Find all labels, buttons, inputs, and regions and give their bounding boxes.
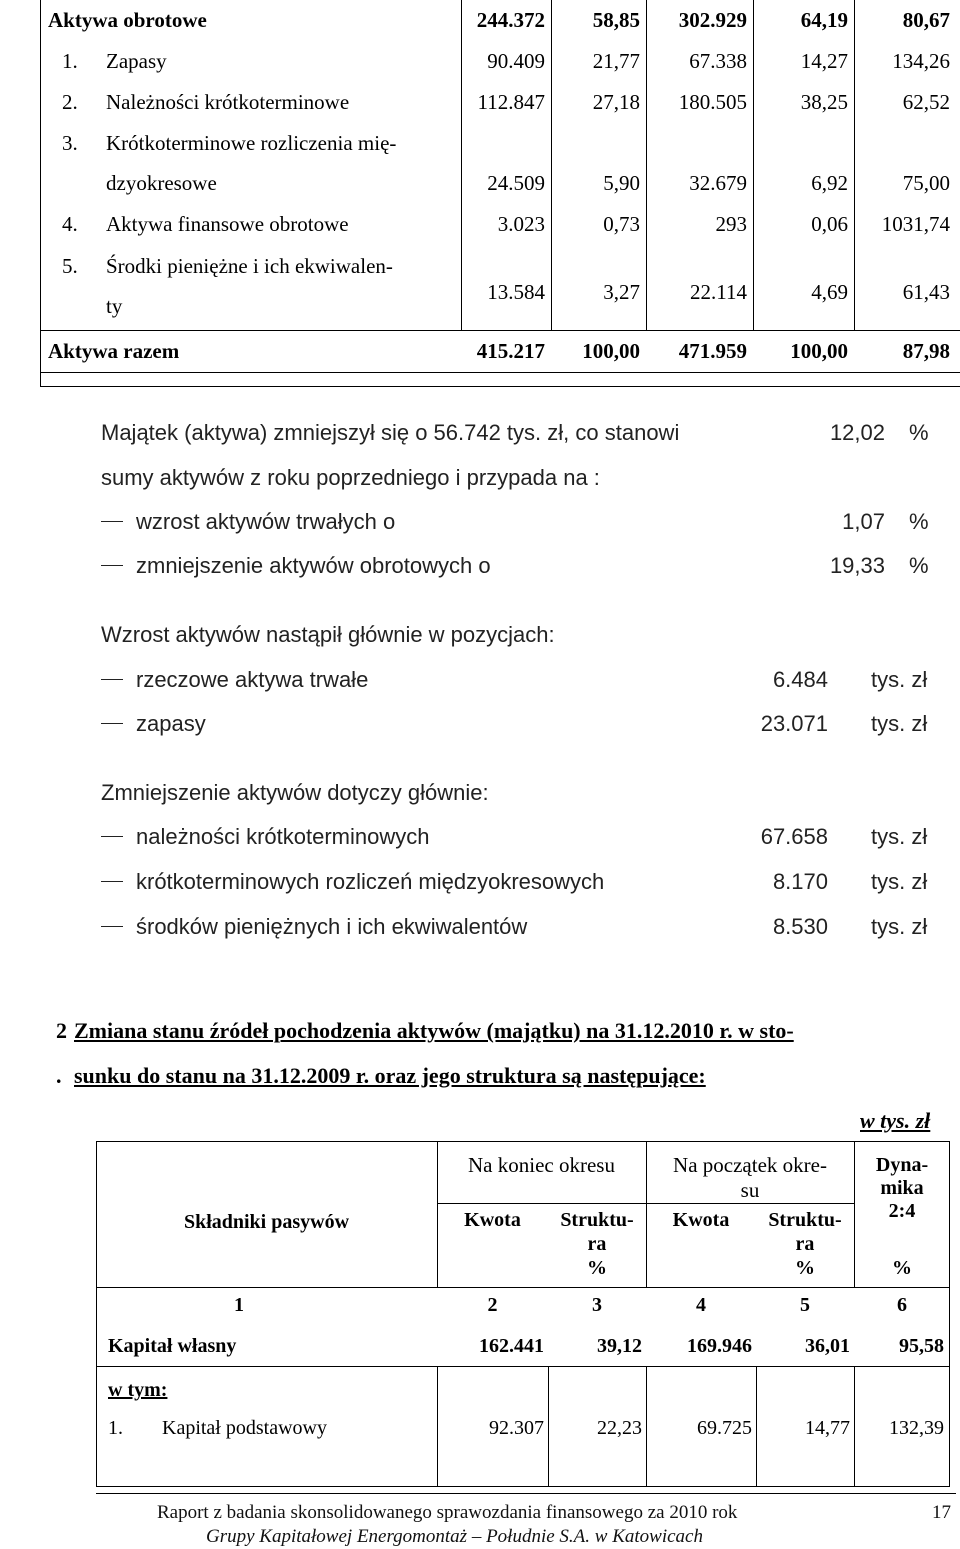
percent-sign: % — [909, 553, 929, 578]
col-number: 2 — [487, 1294, 498, 1316]
row-number: 4. — [62, 212, 78, 236]
decrease-value: 8.170 — [772, 869, 828, 894]
cell-value: 3,27 — [603, 280, 640, 304]
header-struct: Struktu- — [768, 1209, 842, 1231]
row-label: Środki pieniężne i ich ekwiwalen- — [106, 254, 393, 278]
decrease-item: krótkoterminowych rozliczeń międzyokresowych — [136, 869, 605, 894]
header-struct-cont: ra — [587, 1233, 607, 1255]
cell-value: 27,18 — [592, 90, 640, 114]
cell-value: 13.584 — [487, 280, 545, 304]
total-value: 415.217 — [476, 339, 545, 363]
header-struct-cont: ra — [795, 1233, 815, 1255]
cell-value: 92.307 — [489, 1417, 544, 1439]
cell-value: 14,27 — [800, 49, 848, 73]
section-title: Zmiana stanu źródeł pochodzenia aktywów (majątku) na 31.12.2010 r. w sto- — [74, 1018, 794, 1043]
row-label: Aktywa obrotowe — [48, 8, 207, 32]
unit-note: w tys. zł — [860, 1108, 931, 1133]
page-number: 17 — [932, 1502, 951, 1523]
unit: tys. zł — [871, 711, 928, 736]
total-value: 87,98 — [902, 339, 950, 363]
row-label-cont: ty — [106, 294, 123, 318]
cell-value: 5,90 — [603, 171, 640, 195]
cell-value: 134,26 — [892, 49, 950, 73]
header-dynamics-ratio: 2:4 — [888, 1200, 916, 1222]
cell-value: 180.505 — [678, 90, 747, 114]
header-pct: % — [795, 1257, 815, 1279]
cell-value: 39,12 — [597, 1335, 642, 1357]
col-number: 5 — [800, 1294, 810, 1316]
cell-value: 6,92 — [811, 171, 848, 195]
decrease-value: 67.658 — [760, 824, 828, 849]
growth-title: Wzrost aktywów nastąpił głównie w pozycjach: — [101, 622, 555, 647]
bullet-text: zmniejszenie aktywów obrotowych o — [136, 553, 491, 578]
cell-value: 14,77 — [805, 1417, 850, 1439]
cell-value: 32.679 — [689, 171, 747, 195]
cell-value: 24.509 — [487, 171, 545, 195]
bullet-dash — [101, 926, 123, 927]
cell-value: 4,69 — [811, 280, 848, 304]
growth-value: 23.071 — [760, 711, 828, 736]
growth-value: 6.484 — [772, 667, 828, 692]
total-value: 100,00 — [790, 339, 848, 363]
row-divider — [96, 1366, 950, 1367]
row-label: Krótkoterminowe rozliczenia mię- — [106, 131, 397, 155]
cell-value: 90.409 — [487, 49, 545, 73]
cell-value: 64,19 — [800, 8, 848, 32]
unit: tys. zł — [871, 824, 928, 849]
row-number: 1. — [62, 49, 78, 73]
header-start: Na początek okre- — [673, 1153, 827, 1177]
bullet-dash — [101, 679, 123, 680]
header-end: Na koniec okresu — [468, 1153, 615, 1177]
row-number: 1. — [108, 1417, 123, 1439]
cell-value: 69.725 — [697, 1417, 752, 1439]
header-dynamics-cont: mika — [880, 1177, 924, 1199]
bullet-text: wzrost aktywów trwałych o — [136, 509, 396, 534]
row-label: Należności krótkoterminowe — [106, 90, 350, 114]
growth-item: rzeczowe aktywa trwałe — [136, 667, 369, 692]
cell-value: 21,77 — [592, 49, 640, 73]
header-pct: % — [892, 1257, 912, 1279]
cell-value: 67.338 — [689, 49, 747, 73]
row-divider — [96, 1287, 950, 1288]
header-kwota: Kwota — [464, 1209, 521, 1231]
summary-line: Majątek (aktywa) zmniejszył się o 56.742 tys. zł, co stanowi — [101, 420, 680, 445]
cell-value: 22,23 — [597, 1417, 642, 1439]
cell-value: 169.946 — [687, 1335, 752, 1357]
cell-value: 132,39 — [889, 1417, 944, 1439]
cell-value: 1031,74 — [881, 212, 950, 236]
bullet-dash — [101, 881, 123, 882]
row-label: Aktywa finansowe obrotowe — [106, 212, 349, 236]
bullet-dash — [101, 521, 123, 522]
section-number: 2 — [56, 1018, 67, 1043]
percent-sign: % — [909, 509, 929, 534]
cell-value: 75,00 — [902, 171, 950, 195]
decrease-title: Zmniejszenie aktywów dotyczy głównie: — [101, 780, 489, 805]
row-number: 2. — [62, 90, 78, 114]
total-value: 471.959 — [678, 339, 747, 363]
row-number: 3. — [62, 131, 78, 155]
footer-rule — [96, 1493, 956, 1494]
header-dynamics: Dyna- — [875, 1154, 929, 1176]
row-label: Kapitał własny — [108, 1335, 237, 1357]
bullet-value: 19,33 — [829, 553, 885, 578]
header-kwota: Kwota — [672, 1209, 730, 1231]
section-dot: . — [56, 1063, 62, 1088]
footer-report-title: Raport z badania skonsolidowanego sprawozdania finansowego za 2010 rok — [157, 1502, 738, 1523]
row-label: Kapitał podstawowy — [162, 1417, 327, 1439]
col-number: 1 — [234, 1294, 244, 1316]
cell-value: 0,06 — [811, 212, 848, 236]
cell-value: 244.372 — [476, 8, 545, 32]
row-label: Zapasy — [106, 49, 167, 73]
cell-value: 58,85 — [592, 8, 640, 32]
decrease-value: 8.530 — [772, 914, 828, 939]
section-title-cont: sunku do stanu na 31.12.2009 r. oraz jego struktura są następujące: — [74, 1063, 706, 1088]
bullet-value: 1,07 — [842, 509, 885, 534]
row-label-cont: dzyokresowe — [106, 171, 217, 195]
decrease-item: należności krótkoterminowych — [136, 824, 430, 849]
cell-value: 38,25 — [800, 90, 848, 114]
summary-value: 12,02 — [829, 420, 885, 445]
cell-value: 0,73 — [603, 212, 640, 236]
cell-value: 302.929 — [678, 8, 747, 32]
col-number: 6 — [897, 1294, 907, 1316]
cell-value: 22.114 — [690, 280, 747, 304]
cell-value: 3.023 — [497, 212, 545, 236]
cell-value: 36,01 — [805, 1335, 850, 1357]
footer-company: Grupy Kapitałowej Energomontaż – Południe S.A. w Katowicach — [206, 1526, 703, 1547]
total-label: Aktywa razem — [48, 339, 180, 363]
header-components: Składniki pasywów — [183, 1211, 350, 1233]
header-pct: % — [587, 1257, 607, 1279]
bullet-dash — [101, 836, 123, 837]
col-number: 4 — [696, 1294, 706, 1316]
total-value: 100,00 — [582, 339, 640, 363]
cell-value: 61,43 — [902, 280, 950, 304]
bullet-dash — [101, 565, 123, 566]
cell-value: 112.847 — [477, 90, 545, 114]
row-number: 5. — [62, 254, 78, 278]
row-divider — [41, 330, 960, 331]
cell-value: 80,67 — [902, 8, 950, 32]
row-divider — [437, 1203, 854, 1204]
decrease-item: środków pieniężnych i ich ekwiwalentów — [136, 914, 528, 939]
cell-value: 62,52 — [902, 90, 950, 114]
percent-sign: % — [909, 420, 929, 445]
unit: tys. zł — [871, 914, 928, 939]
bullet-dash — [101, 723, 123, 724]
cell-value: 95,58 — [899, 1335, 944, 1357]
unit: tys. zł — [871, 667, 928, 692]
cell-value: 293 — [715, 212, 747, 236]
header-struct: Struktu- — [560, 1209, 634, 1231]
row-divider — [41, 372, 960, 373]
growth-item: zapasy — [136, 711, 206, 736]
header-start-cont: su — [740, 1178, 760, 1202]
summary-line: sumy aktywów z roku poprzedniego i przypada na : — [101, 465, 600, 490]
row-label-subheading: w tym: — [108, 1379, 168, 1401]
col-number: 3 — [592, 1294, 602, 1316]
unit: tys. zł — [871, 869, 928, 894]
cell-value: 162.441 — [479, 1335, 544, 1357]
